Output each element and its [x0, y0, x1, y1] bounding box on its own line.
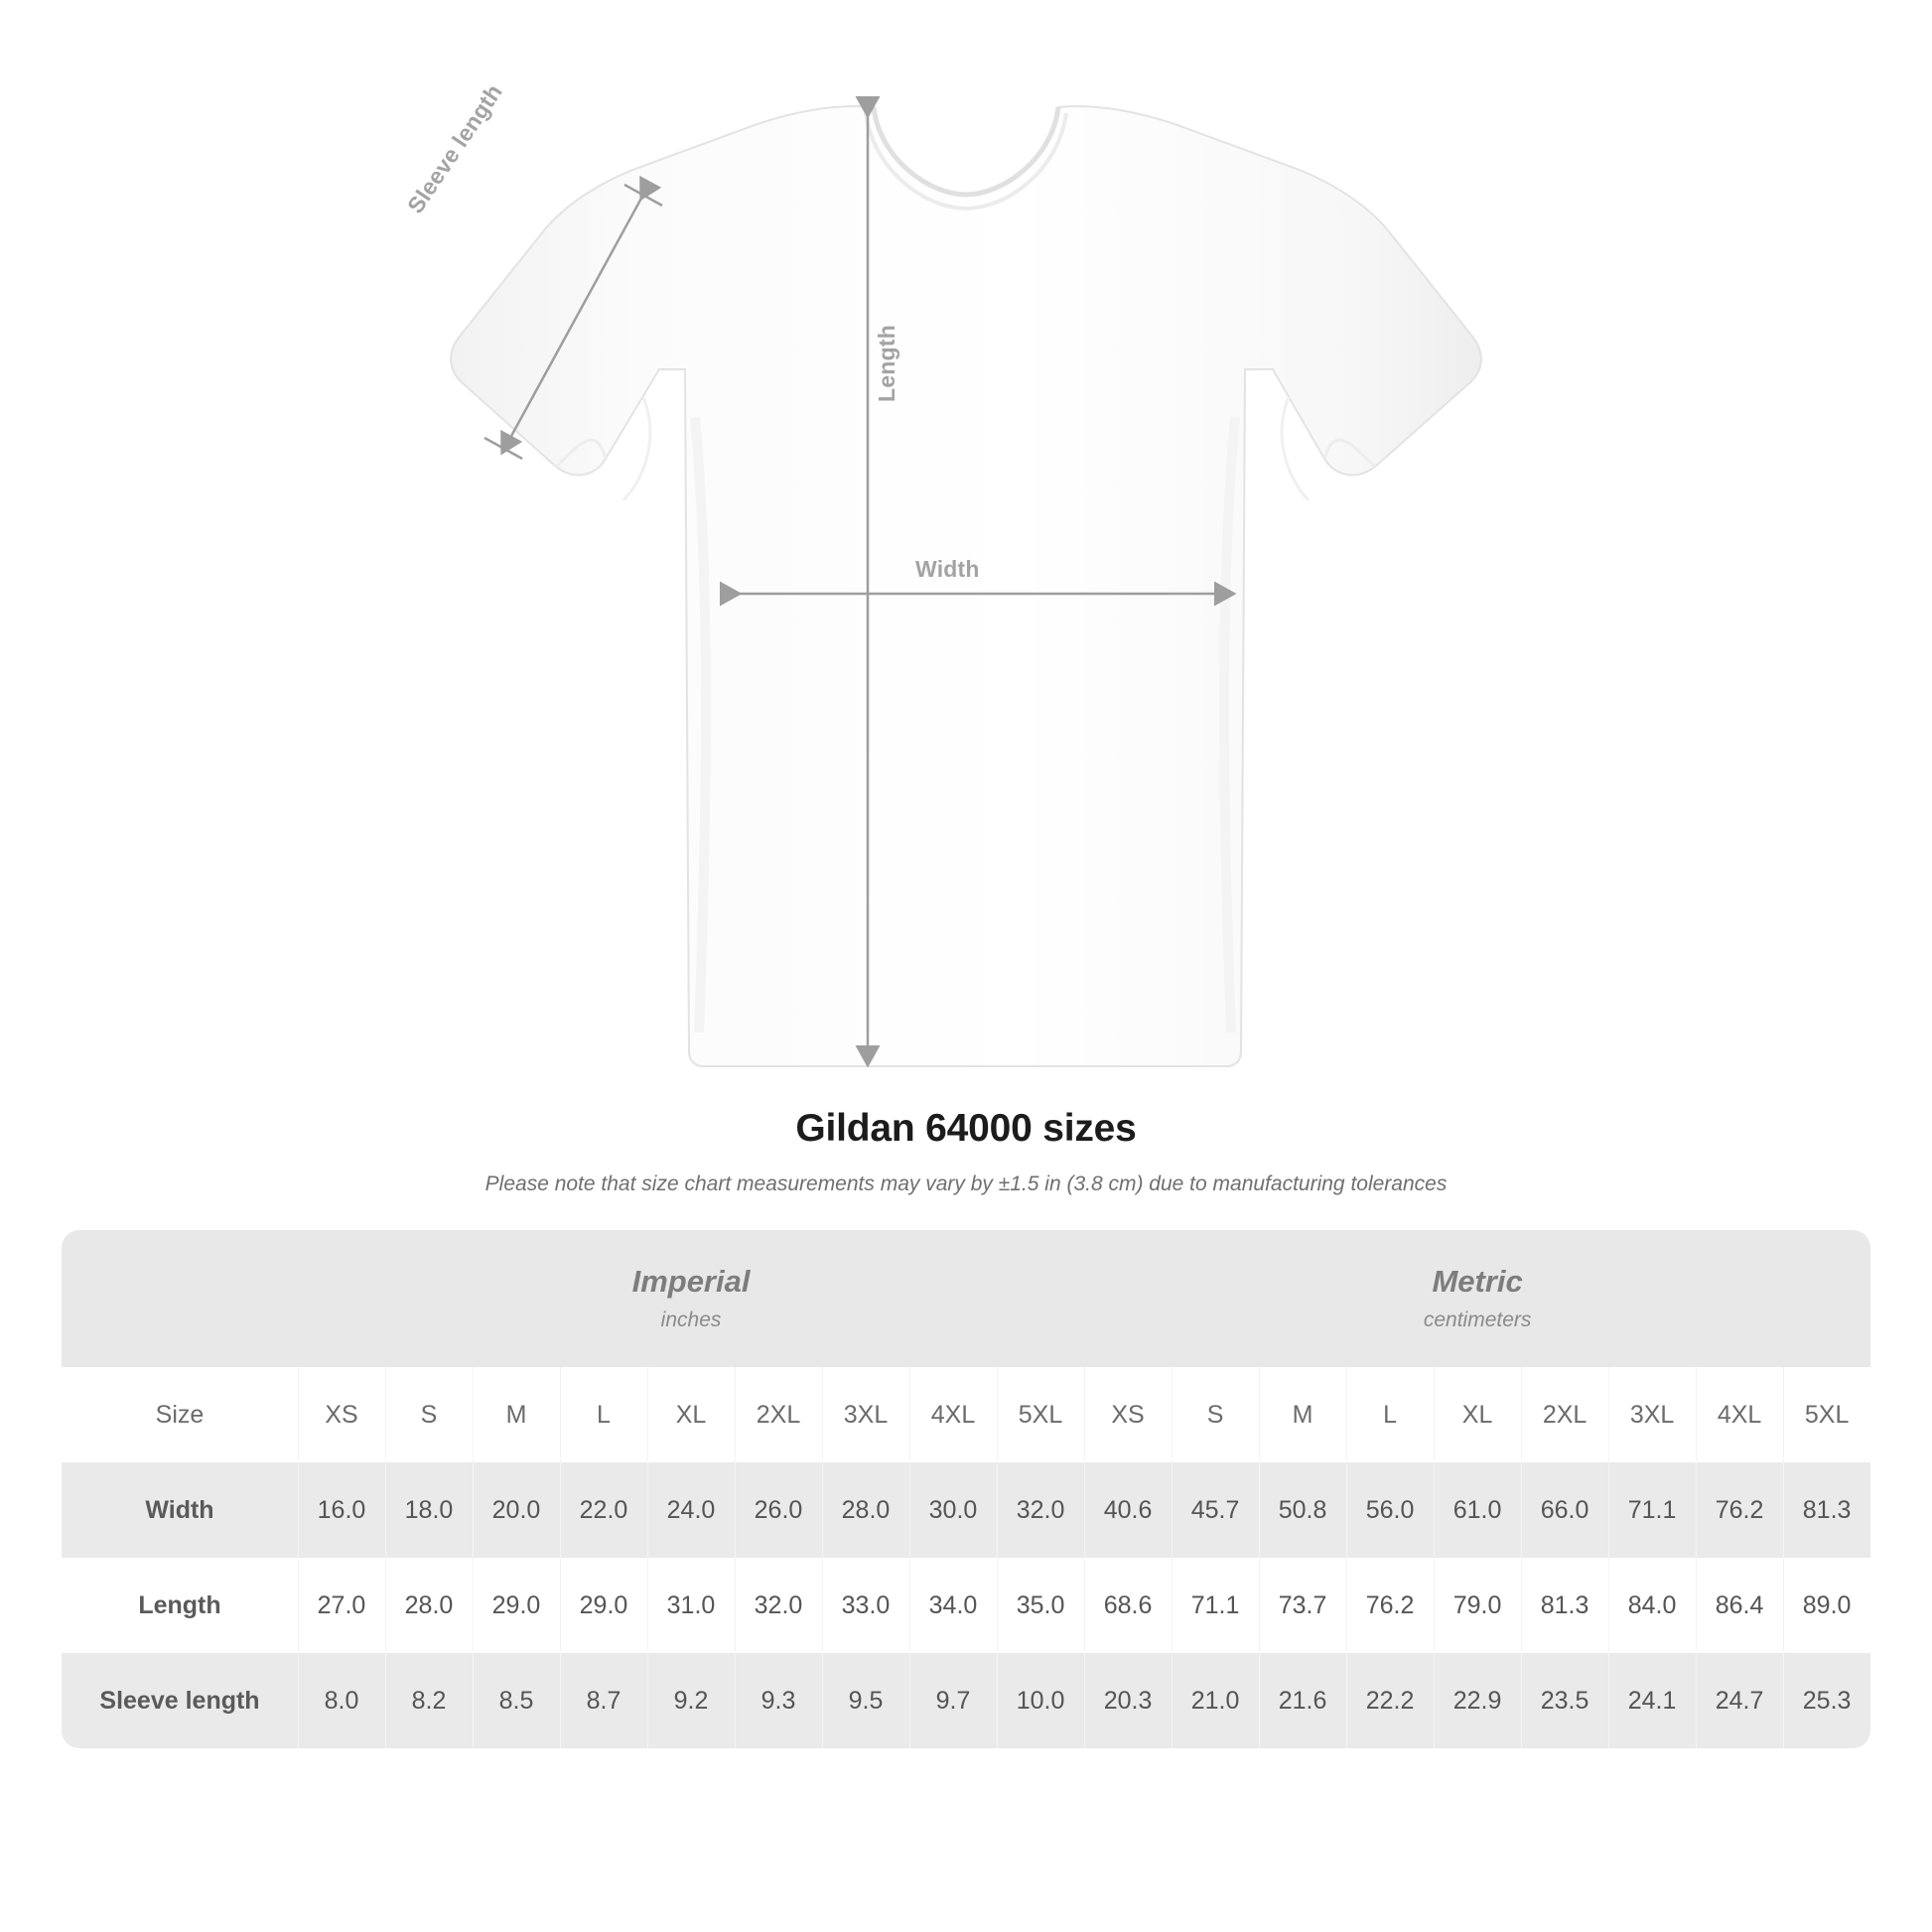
cell-length: 71.1 [1172, 1558, 1259, 1653]
cell-width: 50.8 [1259, 1462, 1346, 1558]
unit-name-imperial: Imperial [631, 1263, 751, 1299]
size-header-cell: 4XL [909, 1367, 997, 1462]
size-header-cell: XL [1434, 1367, 1521, 1462]
cell-sleeve: 10.0 [997, 1653, 1084, 1748]
size-header-cell: XS [298, 1367, 385, 1462]
size-header-cell: 5XL [997, 1367, 1084, 1462]
cell-length: 86.4 [1696, 1558, 1783, 1653]
cell-length: 29.0 [473, 1558, 560, 1653]
unit-header-spacer [62, 1230, 298, 1367]
unit-header-metric [1084, 1230, 1870, 1367]
size-header-cell: L [1346, 1367, 1434, 1462]
cell-sleeve: 8.5 [473, 1653, 560, 1748]
cell-width: 16.0 [298, 1462, 385, 1558]
size-table-wrapper [62, 1230, 1870, 1748]
unit-sub-metric: centimeters [1423, 1308, 1532, 1331]
cell-length: 73.7 [1259, 1558, 1346, 1653]
cell-length: 89.0 [1783, 1558, 1870, 1653]
cell-width: 20.0 [473, 1462, 560, 1558]
cell-width: 18.0 [385, 1462, 473, 1558]
row-label-length: Length [62, 1558, 298, 1653]
cell-width: 66.0 [1521, 1462, 1608, 1558]
size-header-cell: 5XL [1783, 1367, 1870, 1462]
size-header-cell: M [1259, 1367, 1346, 1462]
size-header-row [62, 1367, 1870, 1462]
unit-header-row [62, 1230, 1870, 1367]
cell-sleeve: 22.9 [1434, 1653, 1521, 1748]
length-label: Length [874, 325, 899, 402]
size-header-cell: L [560, 1367, 647, 1462]
cell-width: 28.0 [822, 1462, 909, 1558]
size-header-label: Size [62, 1367, 298, 1462]
cell-sleeve: 25.3 [1783, 1653, 1870, 1748]
size-header-cell: M [473, 1367, 560, 1462]
cell-sleeve: 9.2 [647, 1653, 735, 1748]
cell-width: 40.6 [1084, 1462, 1172, 1558]
size-table [62, 1230, 1870, 1748]
cell-length: 31.0 [647, 1558, 735, 1653]
size-header-cell: S [1172, 1367, 1259, 1462]
size-header-cell: 2XL [1521, 1367, 1608, 1462]
unit-sub-imperial: inches [660, 1308, 722, 1331]
size-header-cell: 4XL [1696, 1367, 1783, 1462]
tolerance-note: Please note that size chart measurements may vary by ±1.5 in (3.8 cm) due to manufacturing tolerances [484, 1173, 1448, 1195]
cell-length: 27.0 [298, 1558, 385, 1653]
cell-length: 35.0 [997, 1558, 1084, 1653]
cell-width: 32.0 [997, 1462, 1084, 1558]
table-row [62, 1462, 1870, 1558]
cell-sleeve: 8.0 [298, 1653, 385, 1748]
size-header-cell: S [385, 1367, 473, 1462]
cell-sleeve: 24.1 [1608, 1653, 1696, 1748]
sleeve-length-label: Sleeve length [402, 78, 507, 218]
cell-length: 29.0 [560, 1558, 647, 1653]
cell-width: 61.0 [1434, 1462, 1521, 1558]
cell-length: 28.0 [385, 1558, 473, 1653]
cell-length: 68.6 [1084, 1558, 1172, 1653]
cell-length: 81.3 [1521, 1558, 1608, 1653]
cell-length: 34.0 [909, 1558, 997, 1653]
cell-width: 22.0 [560, 1462, 647, 1558]
cell-length: 33.0 [822, 1558, 909, 1653]
cell-sleeve: 22.2 [1346, 1653, 1434, 1748]
size-header-cell: XS [1084, 1367, 1172, 1462]
size-header-cell: 3XL [1608, 1367, 1696, 1462]
cell-sleeve: 24.7 [1696, 1653, 1783, 1748]
cell-width: 26.0 [735, 1462, 822, 1558]
row-label-sleeve-length: Sleeve length [62, 1653, 298, 1748]
cell-length: 79.0 [1434, 1558, 1521, 1653]
cell-sleeve: 20.3 [1084, 1653, 1172, 1748]
cell-sleeve: 9.5 [822, 1653, 909, 1748]
cell-sleeve: 21.0 [1172, 1653, 1259, 1748]
page-title: Gildan 64000 sizes [795, 1107, 1137, 1150]
unit-header-imperial [298, 1230, 1084, 1367]
cell-length: 84.0 [1608, 1558, 1696, 1653]
cell-width: 30.0 [909, 1462, 997, 1558]
cell-width: 71.1 [1608, 1462, 1696, 1558]
cell-sleeve: 21.6 [1259, 1653, 1346, 1748]
size-header-cell: XL [647, 1367, 735, 1462]
cell-sleeve: 8.7 [560, 1653, 647, 1748]
cell-length: 32.0 [735, 1558, 822, 1653]
title-block [0, 1107, 1932, 1196]
cell-width: 81.3 [1783, 1462, 1870, 1558]
size-header-cell: 2XL [735, 1367, 822, 1462]
table-row [62, 1653, 1870, 1748]
cell-sleeve: 8.2 [385, 1653, 473, 1748]
cell-sleeve: 9.3 [735, 1653, 822, 1748]
row-label-width: Width [62, 1462, 298, 1558]
unit-name-metric: Metric [1432, 1263, 1523, 1299]
cell-length: 76.2 [1346, 1558, 1434, 1653]
cell-width: 76.2 [1696, 1462, 1783, 1558]
table-row [62, 1558, 1870, 1653]
cell-width: 24.0 [647, 1462, 735, 1558]
width-label: Width [915, 556, 980, 582]
cell-width: 56.0 [1346, 1462, 1434, 1558]
cell-sleeve: 23.5 [1521, 1653, 1608, 1748]
cell-width: 45.7 [1172, 1462, 1259, 1558]
size-header-cell: 3XL [822, 1367, 909, 1462]
cell-sleeve: 9.7 [909, 1653, 997, 1748]
